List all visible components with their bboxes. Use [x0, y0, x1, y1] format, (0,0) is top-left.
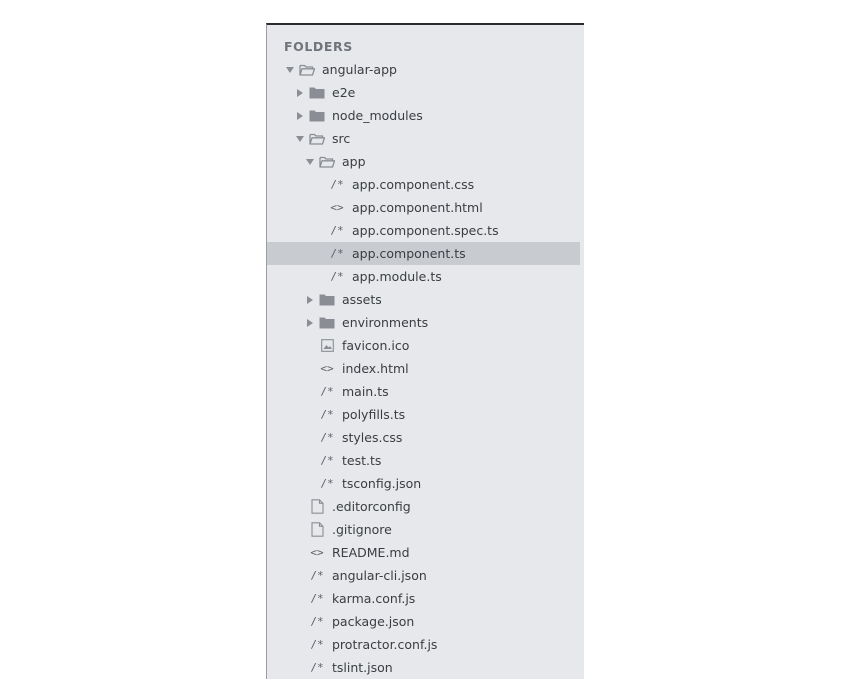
tree-item-label: .gitignore [332, 522, 392, 537]
tree-item-label: app.component.css [352, 177, 475, 192]
tree-item-e2e[interactable] [267, 81, 580, 104]
open-folder-icon [299, 58, 315, 81]
comment-file-icon: /* [320, 431, 334, 444]
tree-item-label: node_modules [332, 108, 423, 123]
tree-item-environments[interactable] [267, 311, 580, 334]
comment-file-icon: /* [320, 477, 334, 490]
comment-file-icon: /* [330, 270, 344, 283]
comment-file-icon: /* [310, 661, 324, 674]
comment-file-icon: /* [310, 638, 324, 651]
tree-item-label: favicon.ico [342, 338, 410, 353]
tree-item-label: e2e [332, 85, 356, 100]
tree-item-label: karma.conf.js [332, 591, 416, 606]
tree-item-label: angular-app [322, 62, 397, 77]
comment-file-icon: /* [330, 247, 344, 260]
tree-item-app-module-ts[interactable] [267, 265, 580, 288]
tree-item-label: main.ts [342, 384, 389, 399]
collapse-arrow-icon[interactable] [295, 127, 305, 150]
open-folder-icon [319, 150, 335, 173]
tree-item-tslint-json[interactable] [267, 656, 580, 679]
tree-item-label: tslint.json [332, 660, 393, 675]
tree-item-label: app [342, 154, 366, 169]
tree-item-app-component-spec-ts[interactable] [267, 219, 580, 242]
folder-icon [319, 311, 335, 334]
tree-item-index-html[interactable] [267, 357, 580, 380]
image-file-icon [319, 334, 335, 357]
collapse-arrow-icon[interactable] [285, 58, 295, 81]
tree-item-label: src [332, 131, 351, 146]
expand-arrow-icon[interactable] [295, 81, 305, 104]
comment-file-icon: /* [310, 569, 324, 582]
expand-arrow-icon[interactable] [295, 104, 305, 127]
comment-file-icon: /* [330, 224, 344, 237]
tree-item-tsconfig-json[interactable] [267, 472, 580, 495]
folder-icon [309, 104, 325, 127]
tree-item-favicon-ico[interactable] [267, 334, 580, 357]
tree-item-app[interactable] [267, 150, 580, 173]
tree-item-label: README.md [332, 545, 410, 560]
tree-item-label: test.ts [342, 453, 382, 468]
tree-item-styles-css[interactable] [267, 426, 580, 449]
comment-file-icon: /* [310, 615, 324, 628]
tree-item-label: angular-cli.json [332, 568, 427, 583]
tree-item-label: .editorconfig [332, 499, 411, 514]
tree-item-assets[interactable] [267, 288, 580, 311]
collapse-arrow-icon[interactable] [305, 150, 315, 173]
expand-arrow-icon[interactable] [305, 311, 315, 334]
folders-header: FOLDERS [284, 39, 353, 54]
blank-file-icon [309, 495, 325, 518]
blank-file-icon [309, 518, 325, 541]
comment-file-icon: /* [320, 408, 334, 421]
tree-item-editorconfig[interactable] [267, 495, 580, 518]
tree-item-label: app.module.ts [352, 269, 442, 284]
tree-item-label: app.component.html [352, 200, 483, 215]
tree-item-app-component-ts[interactable] [267, 242, 580, 265]
tree-item-label: environments [342, 315, 429, 330]
tree-item-label: package.json [332, 614, 415, 629]
tree-item-label: index.html [342, 361, 409, 376]
tree-item-label: app.component.spec.ts [352, 223, 499, 238]
tree-item-app-component-css[interactable] [267, 173, 580, 196]
tree-item-label: protractor.conf.js [332, 637, 438, 652]
folder-icon [309, 81, 325, 104]
tree-item-label: assets [342, 292, 382, 307]
tree-item-main-ts[interactable] [267, 380, 580, 403]
expand-arrow-icon[interactable] [305, 288, 315, 311]
tree-item-test-ts[interactable] [267, 449, 580, 472]
open-folder-icon [309, 127, 325, 150]
tree-item-app-component-html[interactable] [267, 196, 580, 219]
comment-file-icon: /* [320, 454, 334, 467]
tree-item-angular-app[interactable] [267, 58, 580, 81]
markup-file-icon: <> [320, 362, 334, 375]
folder-icon [319, 288, 335, 311]
tree-item-karma-conf-js[interactable] [267, 587, 580, 610]
tree-item-angular-cli-json[interactable] [267, 564, 580, 587]
tree-item-readme-md[interactable] [267, 541, 580, 564]
markup-file-icon: <> [310, 546, 324, 559]
markup-file-icon: <> [330, 201, 344, 214]
tree-item-src[interactable] [267, 127, 580, 150]
tree-item-package-json[interactable] [267, 610, 580, 633]
tree-item-protractor-conf-js[interactable] [267, 633, 580, 656]
comment-file-icon: /* [310, 592, 324, 605]
tree-item-node-modules[interactable] [267, 104, 580, 127]
tree-item-polyfills-ts[interactable] [267, 403, 580, 426]
comment-file-icon: /* [320, 385, 334, 398]
comment-file-icon: /* [330, 178, 344, 191]
tree-item-gitignore[interactable] [267, 518, 580, 541]
tree-item-label: tsconfig.json [342, 476, 422, 491]
tree-item-label: polyfills.ts [342, 407, 406, 422]
tree-item-label: styles.css [342, 430, 403, 445]
folders-sidebar [266, 23, 584, 679]
tree-item-label: app.component.ts [352, 246, 466, 261]
